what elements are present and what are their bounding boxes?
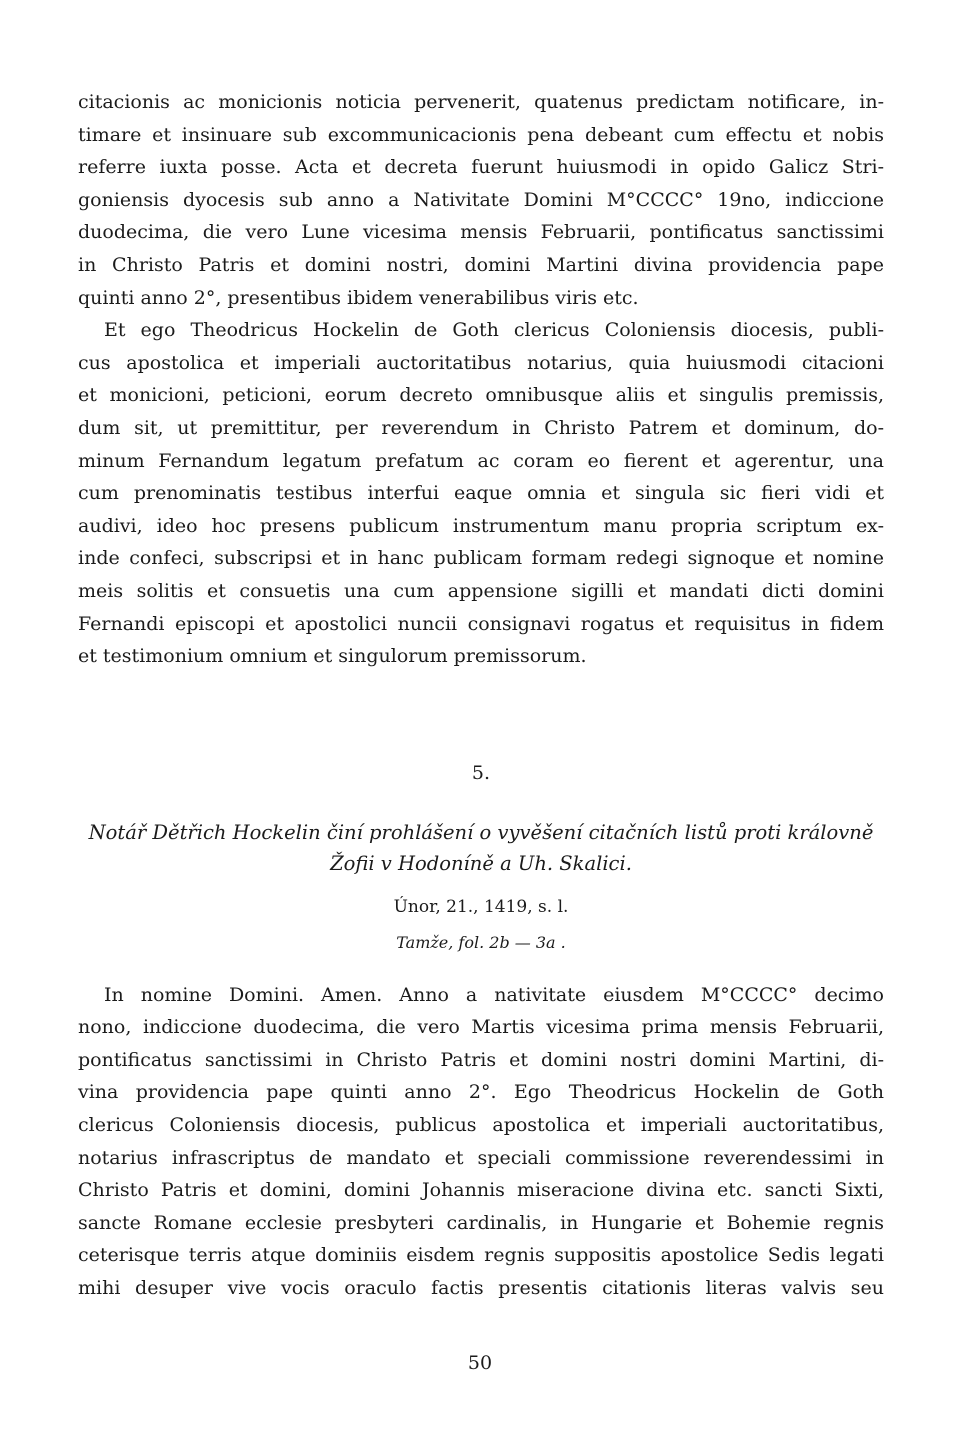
text-line: mihi desuper vive vocis oraculo factis presentis citationis literas valvis seu <box>78 1277 884 1300</box>
text-line: quinti anno 2°, presentibus ibidem venerabilibus viris etc. <box>78 286 639 309</box>
page-number: 50 <box>467 1352 493 1374</box>
paragraph-continued <box>78 86 884 314</box>
text-line: meis solitis et consuetis una cum appensione sigilli et mandati dicti domini <box>78 579 884 602</box>
text-line: vina providencia pape quinti anno 2°. Ego Theodricus Hockelin de Goth <box>78 1081 884 1104</box>
text-line: referre iuxta posse. Acta et decreta fuerunt huiusmodi in opido Galicz Stri- <box>78 156 884 179</box>
text-line: pontificatus sanctissimi in Christo Patris et domini nostri domini Martini, di- <box>78 1048 884 1071</box>
text-line: minum Fernandum legatum prefatum ac coram eo fierent et agerentur, una <box>78 449 884 472</box>
text-line: clericus Coloniensis diocesis, publicus apostolica et imperiali auctoritatibus, <box>78 1114 884 1137</box>
text-line: ceterisque terris atque dominiis eisdem regnis suppositis apostolice Sedis legati <box>78 1244 884 1267</box>
text-line: goniensis dyocesis sub anno a Nativitate Domini M°CCCC° 19no, indiccione <box>78 188 884 211</box>
text-line: notarius infrascriptus de mandato et speciali commissione reverendessimi in <box>78 1146 884 1169</box>
section-spacer <box>78 673 884 757</box>
section-number: 5. <box>471 761 491 784</box>
paragraph-notary-statement <box>78 314 884 673</box>
document-page <box>78 86 884 1305</box>
section-source: Tamže, fol. 2b — 3a . <box>396 932 566 952</box>
text-line: timare et insinuare sub excommunicacionis pena debeant cum effectu et nobis <box>78 123 884 146</box>
text-line: Christo Patris et domini, domini Johannis miseracione divina etc. sancti Sixti, <box>78 1179 884 1202</box>
text-line: Et ego Theodricus Hockelin de Goth clericus Coloniensis diocesis, publi- <box>104 319 884 342</box>
text-line: In nomine Domini. Amen. Anno a nativitate eiusdem M°CCCC° decimo <box>104 983 884 1006</box>
text-line: et testimonium omnium et singulorum premissorum. <box>78 645 587 668</box>
text-line: audivi, ideo hoc presens publicum instrumentum manu propria scriptum ex- <box>78 514 884 537</box>
text-line: nono, indiccione duodecima, die vero Martis vicesima prima mensis Februarii, <box>78 1016 884 1039</box>
text-line: in Christo Patris et domini nostri, domini Martini divina providencia pape <box>78 253 884 276</box>
text-line: cus apostolica et imperiali auctoritatibus notarius, quia huiusmodi citacioni <box>78 351 884 374</box>
section-title-line: Notář Dětřich Hockelin činí prohlášení o vyvěšení citačních listů proti královně <box>88 820 874 844</box>
text-line: duodecima, die vero Lune vicesima mensis Februarii, pontificatus sanctissimi <box>78 221 884 244</box>
text-line: Fernandi episcopi et apostolici nuncii consignavi rogatus et requisitus in fidem <box>78 612 884 635</box>
text-line: sancte Romane ecclesie presbyteri cardinalis, in Hungarie et Bohemie regnis <box>78 1211 884 1234</box>
text-line: dum sit, ut premittitur, per reverendum in Christo Patrem et dominum, do- <box>78 416 884 439</box>
section-date: Únor, 21., 1419, s. l. <box>393 896 569 917</box>
section-title-line: Žofii v Hodoníně a Uh. Skalici. <box>330 851 632 875</box>
text-line: citacionis ac monicionis noticia pervenerit, quatenus predictam notificare, in- <box>78 91 884 113</box>
section-title <box>78 817 884 879</box>
paragraph-document-text <box>78 979 884 1305</box>
text-line: inde confeci, subscripsi et in hanc publicam formam redegi signoque et nomine <box>78 547 884 570</box>
text-line: cum prenominatis testibus interfui eaque omnia et singula sic fieri vidi et <box>78 482 884 505</box>
text-line: et monicioni, peticioni, eorum decreto omnibusque aliis et singulis premissis, <box>78 384 884 407</box>
